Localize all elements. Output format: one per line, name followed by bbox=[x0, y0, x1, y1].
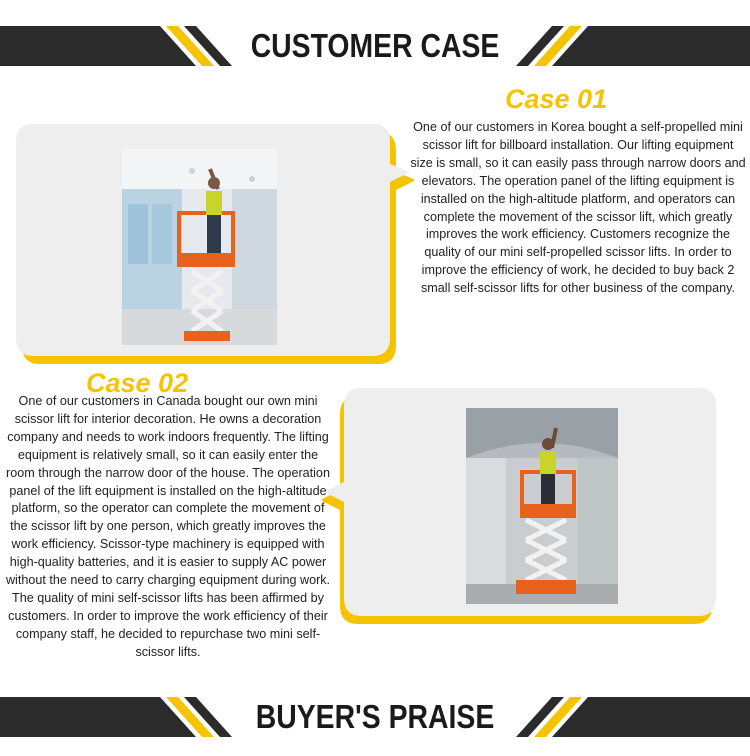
case-02-heading: Case 02 bbox=[86, 368, 189, 398]
case-02-text: One of our customers in Canada bought our own mini scissor lift for interior decoration. He owns a decoration company and needs to work indoors frequently. The lifting equipment is relatively small, so it can easily enter the room through the narrow door of the house. The operation panel of the lift equipment is installed on the high-altitude platform, so the operator can complete the movement of the scissor lift by one person, which greatly improves the work efficiency. Scissor-type machinery is equipped with high-quality batteries, and it is easier to supply AC power without the need to carry charging equipment during work. The quality of mini self-scissor lifts has been affirmed by customers. In order to improve the work efficiency of their company staff, he decided to repurchase two mini self-scissor lifts. bbox=[5, 394, 331, 659]
scissor-lift-photo-1 bbox=[122, 149, 277, 345]
banner-title: CUSTOMER CASE bbox=[250, 27, 500, 64]
scissor-lift-photo-2 bbox=[466, 408, 618, 604]
customer-case-banner bbox=[0, 26, 750, 66]
case-01-text: One of our customers in Korea bought a self-propelled mini scissor lift for billboard installation. Our lifting equipment size is small, so it can easily pass through narrow doors and elevators. The operation panel of the lifting equipment is installed on the high-altitude platform, and operators can complete the movement of the scissor lift, which greatly improves the work efficiency. Customers recognize the quality of our mini self-propelled scissor lifts. In order to improve the efficiency of work, he decided to buy back 2 small self-scissor lifts for other business of the company. bbox=[410, 120, 746, 296]
case-02-photo bbox=[466, 408, 618, 604]
banner-title: BUYER'S PRAISE bbox=[255, 698, 495, 735]
case-01-photo bbox=[122, 149, 277, 345]
case-01-heading: Case 01 bbox=[505, 84, 608, 114]
buyers-praise-banner bbox=[0, 697, 750, 737]
